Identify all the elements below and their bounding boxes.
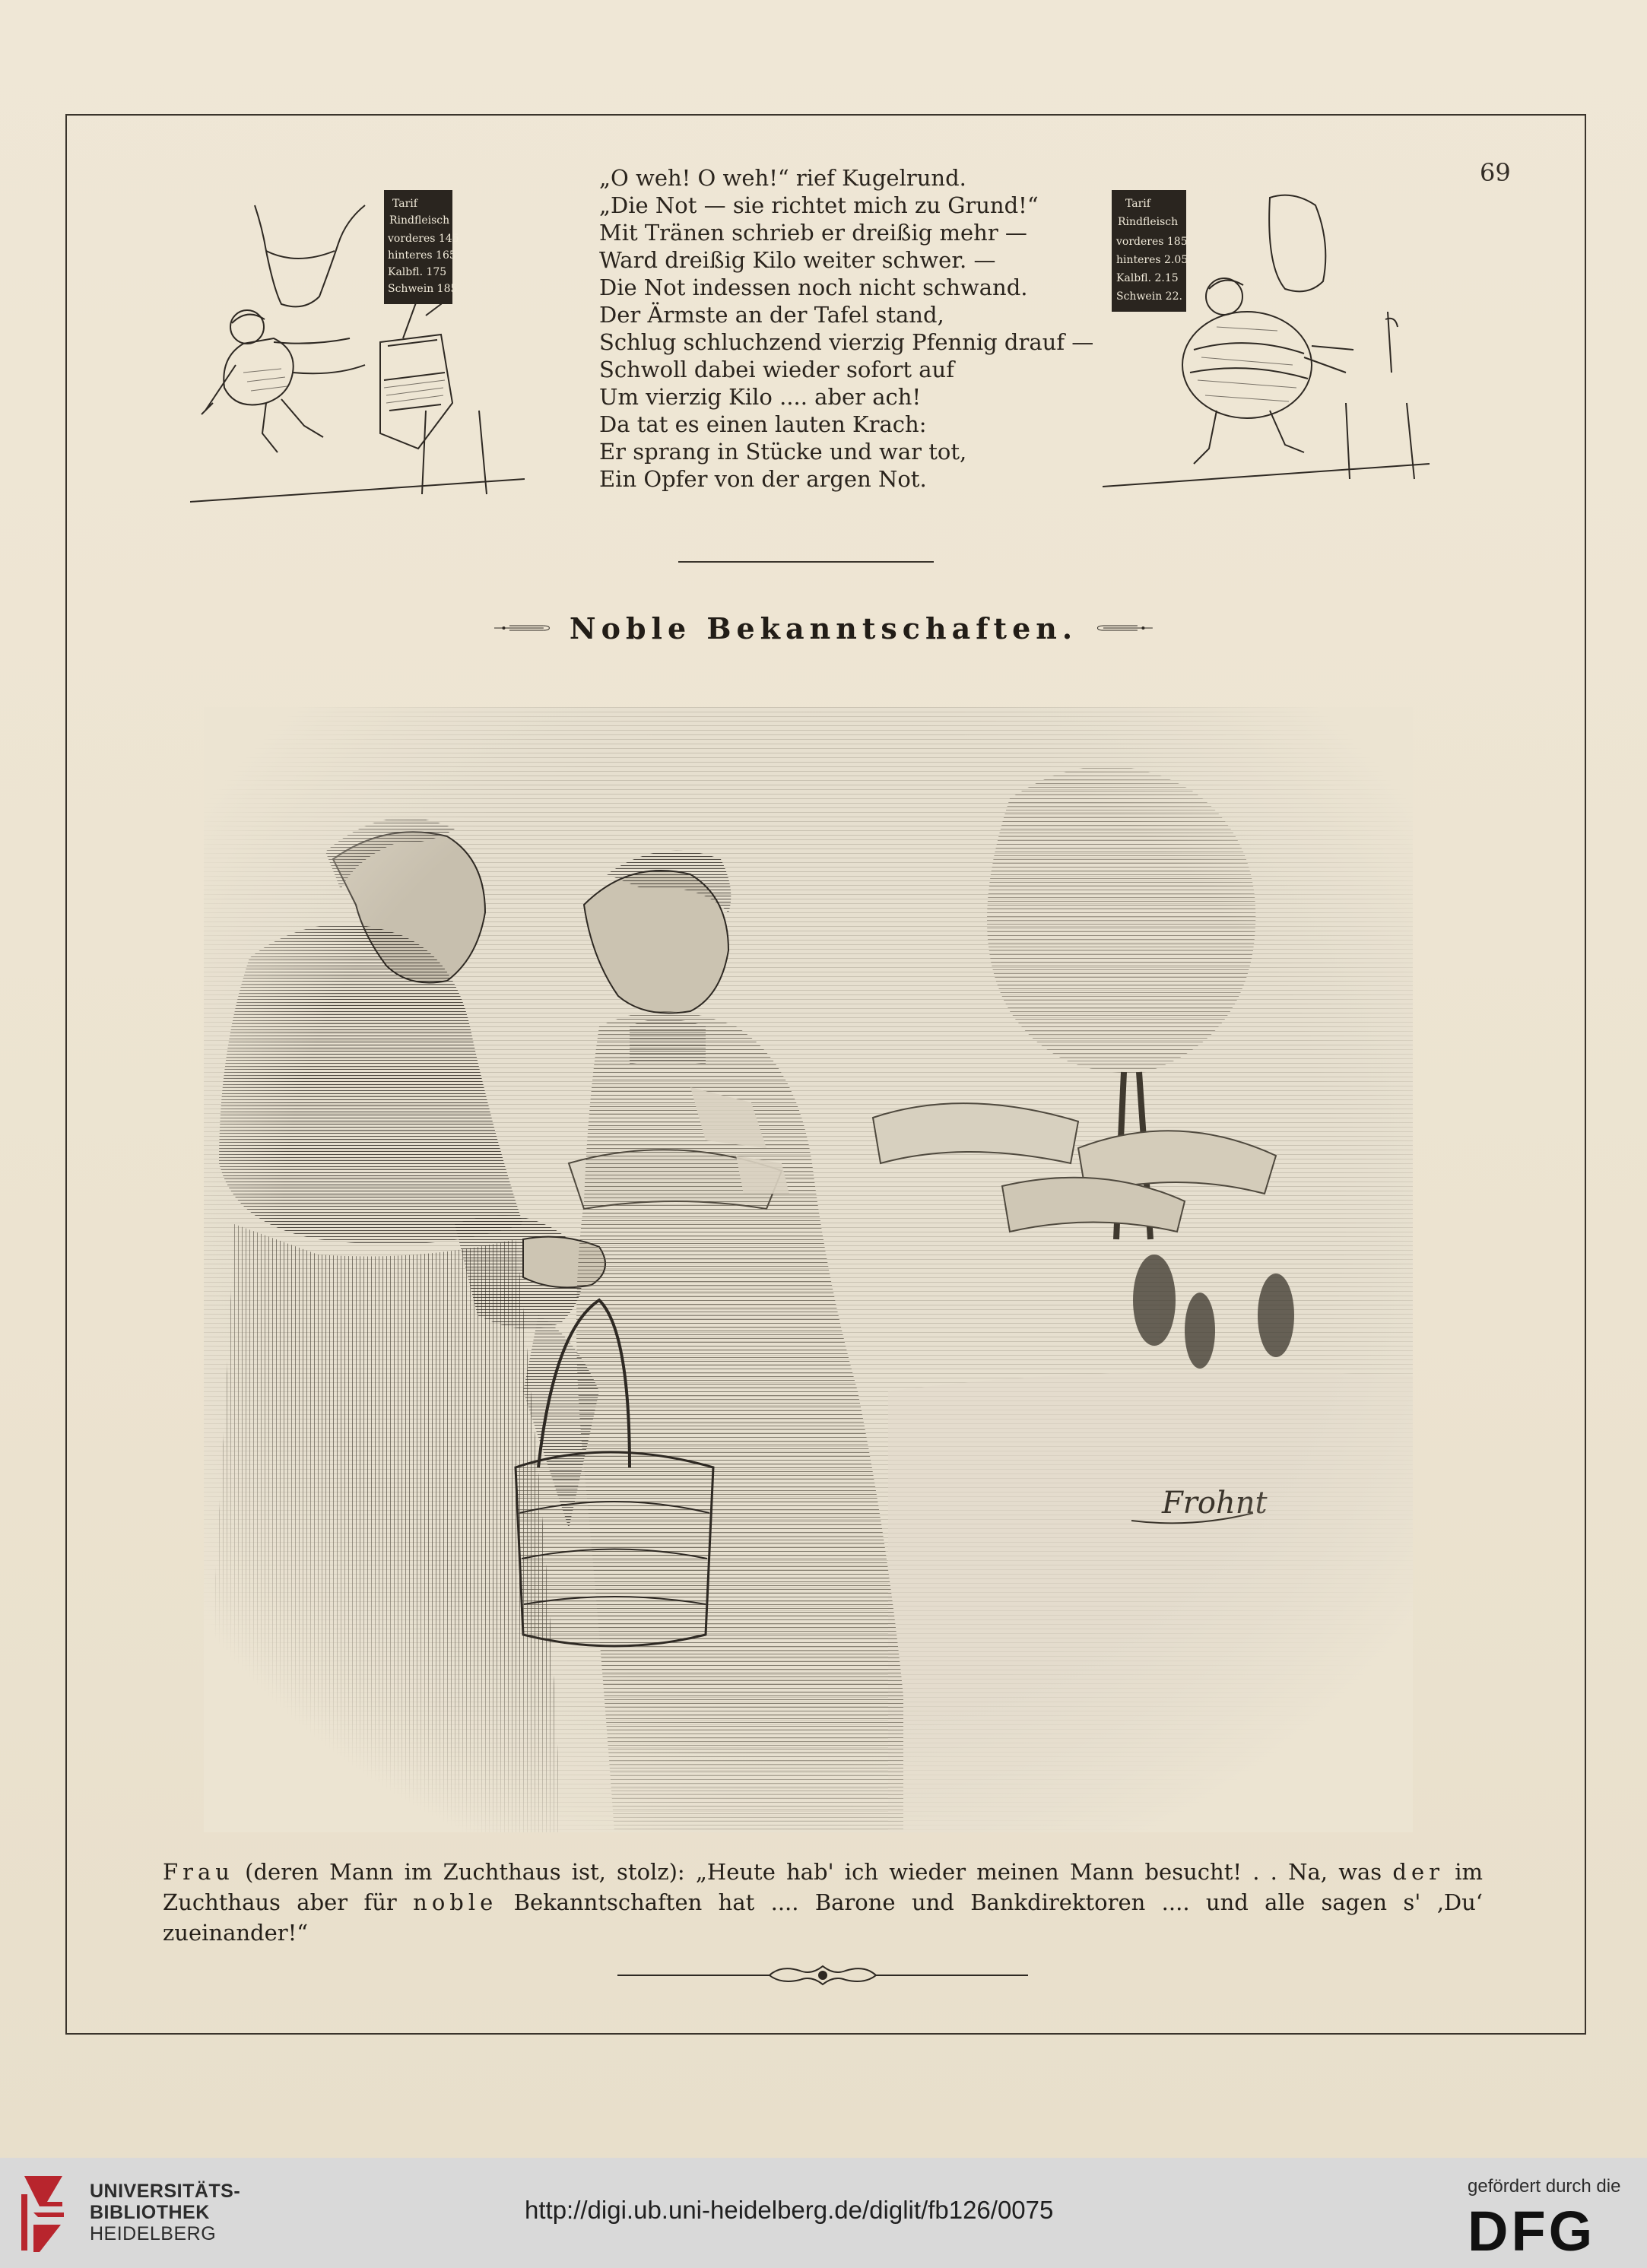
left-sign-line-3: vorderes 145 <box>388 233 459 245</box>
right-sign-line-1: Tarif <box>1125 198 1150 210</box>
funding-note: gefördert durch die <box>1468 2176 1621 2197</box>
poem <box>599 164 1094 493</box>
left-sign-line-1: Tarif <box>392 198 417 210</box>
right-sign-line-4: hinteres 2.05 <box>1116 254 1188 266</box>
library-line-3: HEIDELBERG <box>90 2223 217 2244</box>
dfg-logo: DFG <box>1468 2200 1596 2263</box>
sketch-right-butcher <box>1103 175 1430 525</box>
poem-line-7: Schlug schluchzend vierzig Pfennig drauf — <box>599 329 1094 355</box>
university-library-logo-icon <box>17 2171 70 2257</box>
poem-line-1: „O weh! O weh!“ rief Kugelrund. <box>599 165 966 191</box>
ornament-flourish-icon <box>617 1959 1028 1989</box>
caption-middle: im Zuchthaus aber für <box>163 1859 1483 1915</box>
poem-line-2: „Die Not — sie richtet mich zu Grund!“ <box>599 192 1039 218</box>
poem-line-3: Mit Tränen schrieb er dreißig mehr — <box>599 220 1027 246</box>
poem-end-rule <box>678 561 934 563</box>
caption-speaker: Frau <box>163 1859 234 1885</box>
section-heading <box>494 607 1153 649</box>
right-sign-line-2: Rindfleisch <box>1118 216 1179 228</box>
left-sign-line-2: Rindfleisch <box>389 214 450 227</box>
caption-der: der <box>1392 1859 1444 1885</box>
poem-line-5: Die Not indessen noch nicht schwand. <box>599 274 1028 300</box>
library-line-2: BIBLIOTHEK <box>90 2202 210 2223</box>
engraving-two-women-market <box>204 707 1413 1832</box>
left-sign-line-6: Schwein 185 <box>388 283 458 295</box>
poem-line-9: Um vierzig Kilo .... aber ach! <box>599 384 922 410</box>
caption-noble: noble <box>413 1889 498 1915</box>
page-number: 69 <box>1480 158 1511 187</box>
left-sign-line-4: hinteres 165 <box>388 249 456 262</box>
caption-intro: (deren Mann im Zuchthaus ist, stolz): „Heute hab' ich wieder meinen Mann besucht! . . Na, was <box>233 1859 1393 1885</box>
section-title: Noble Bekanntschaften. <box>569 611 1078 646</box>
library-name <box>90 2181 240 2244</box>
caption-rest: Bekanntschaften hat .... Barone und Bankdirektoren .... und alle sagen s' ‚Du‘ zueinander!“ <box>163 1889 1484 1946</box>
flourish-left-icon <box>494 617 551 639</box>
library-line-1: UNIVERSITÄTS- <box>90 2181 241 2202</box>
right-sign-line-5: Kalbfl. 2.15 <box>1116 272 1179 284</box>
caption <box>163 1857 1483 1948</box>
poem-line-6: Der Ärmste an der Tafel stand, <box>599 302 944 328</box>
poem-line-10: Da tat es einen lauten Krach: <box>599 411 927 437</box>
poem-line-12: Ein Opfer von der argen Not. <box>599 466 927 492</box>
poem-line-8: Schwoll dabei wieder sofort auf <box>599 357 954 382</box>
poem-line-11: Er sprang in Stücke und war tot, <box>599 439 967 465</box>
flourish-right-icon <box>1096 617 1153 639</box>
right-sign-line-6: Schwein 22. <box>1116 290 1182 303</box>
sketch-left-butcher <box>190 182 525 517</box>
source-url-link[interactable]: http://digi.ub.uni-heidelberg.de/diglit/fb126/0075 <box>525 2196 1054 2224</box>
left-sign-line-5: Kalbfl. 175 <box>388 266 447 278</box>
poem-line-4: Ward dreißig Kilo weiter schwer. — <box>599 247 996 273</box>
right-sign-line-3: vorderes 185 <box>1116 236 1188 248</box>
